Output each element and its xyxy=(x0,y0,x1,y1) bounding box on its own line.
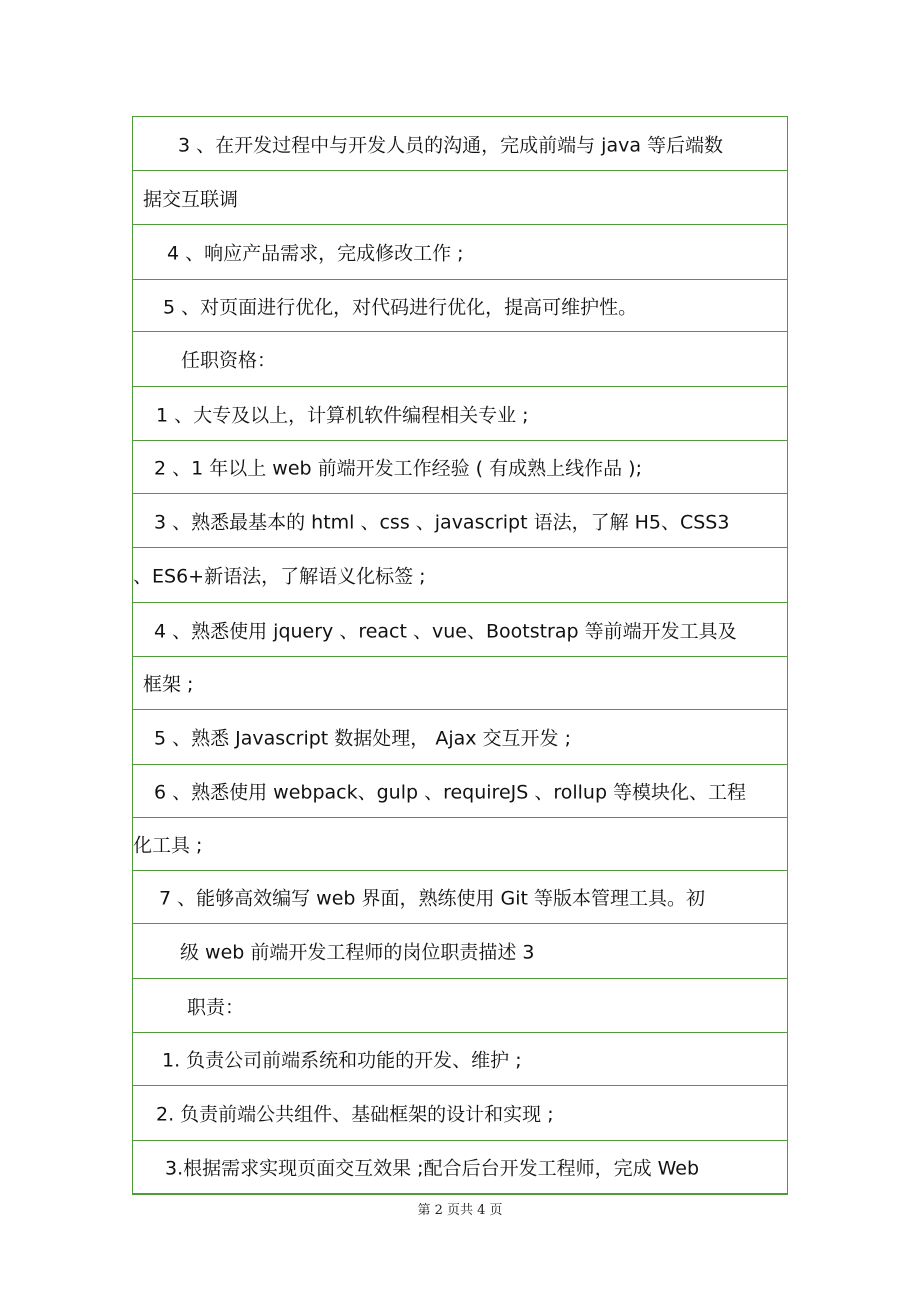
row-text: 6 、熟悉使用 webpack、gulp 、requireJS 、rollup 等模块化、工程 xyxy=(154,781,747,804)
table-row xyxy=(133,279,787,331)
table-row xyxy=(133,1032,787,1085)
row-text: 3 、熟悉最基本的 html 、css 、javascript 语法，了解 H5、CSS3 xyxy=(154,511,730,533)
row-text: 级 web 前端开发工程师的岗位职责描述 3 xyxy=(180,941,535,964)
table-row xyxy=(133,224,787,279)
row-text: 5 、熟悉 Javascript 数据处理， Ajax 交互开发 ; xyxy=(154,727,571,750)
table-row xyxy=(133,656,787,709)
row-text: 4 、响应产品需求，完成修改工作 ; xyxy=(167,242,464,265)
row-text: 5 、对页面进行优化，对代码进行优化，提高可维护性。 xyxy=(163,296,638,318)
row-text: 2 、1 年以上 web 前端开发工作经验 ( 有成熟上线作品 ); xyxy=(154,457,642,480)
row-text: 1. 负责公司前端系统和功能的开发、维护 ; xyxy=(162,1049,522,1072)
table-row xyxy=(133,1085,787,1140)
table-row xyxy=(133,116,787,170)
row-text: 1 、大专及以上，计算机软件编程相关专业 ; xyxy=(156,404,529,426)
row-text: 3.根据需求实现页面交互效果 ;配合后台开发工程师，完成 Web xyxy=(165,1157,700,1180)
row-text: 框架 ; xyxy=(143,673,194,696)
table-row xyxy=(133,602,787,656)
table-row xyxy=(133,386,787,440)
table-row xyxy=(133,493,787,547)
row-text: 化工具 ; xyxy=(133,834,203,857)
table-row xyxy=(133,440,787,493)
row-text: 4 、熟悉使用 jquery 、react 、vue、Bootstrap 等前端开发工具及 xyxy=(154,620,737,642)
table-row xyxy=(133,1140,787,1195)
table-row xyxy=(133,817,787,870)
row-text: 3 、在开发过程中与开发人员的沟通，完成前端与 java 等后端数 xyxy=(178,134,724,156)
table-row xyxy=(133,709,787,764)
content-table xyxy=(132,116,788,1195)
row-text: 7 、能够高效编写 web 界面，熟练使用 Git 等版本管理工具。初 xyxy=(159,887,706,910)
page-footer: 第 2 页共 4 页 xyxy=(417,1203,503,1218)
row-text: 、ES6+新语法，了解语义化标签 ; xyxy=(133,565,426,588)
table-row xyxy=(133,870,787,923)
row-text: 据交互联调 xyxy=(143,188,239,210)
table-row xyxy=(133,547,787,602)
table-row xyxy=(133,764,787,817)
table-row xyxy=(133,978,787,1032)
table-row xyxy=(133,331,787,386)
row-text: 任职资格： xyxy=(181,349,277,372)
row-text: 2. 负责前端公共组件、基础框架的设计和实现 ; xyxy=(156,1103,554,1126)
row-text: 职责： xyxy=(187,996,245,1018)
table-row xyxy=(133,923,787,978)
table-row xyxy=(133,170,787,224)
